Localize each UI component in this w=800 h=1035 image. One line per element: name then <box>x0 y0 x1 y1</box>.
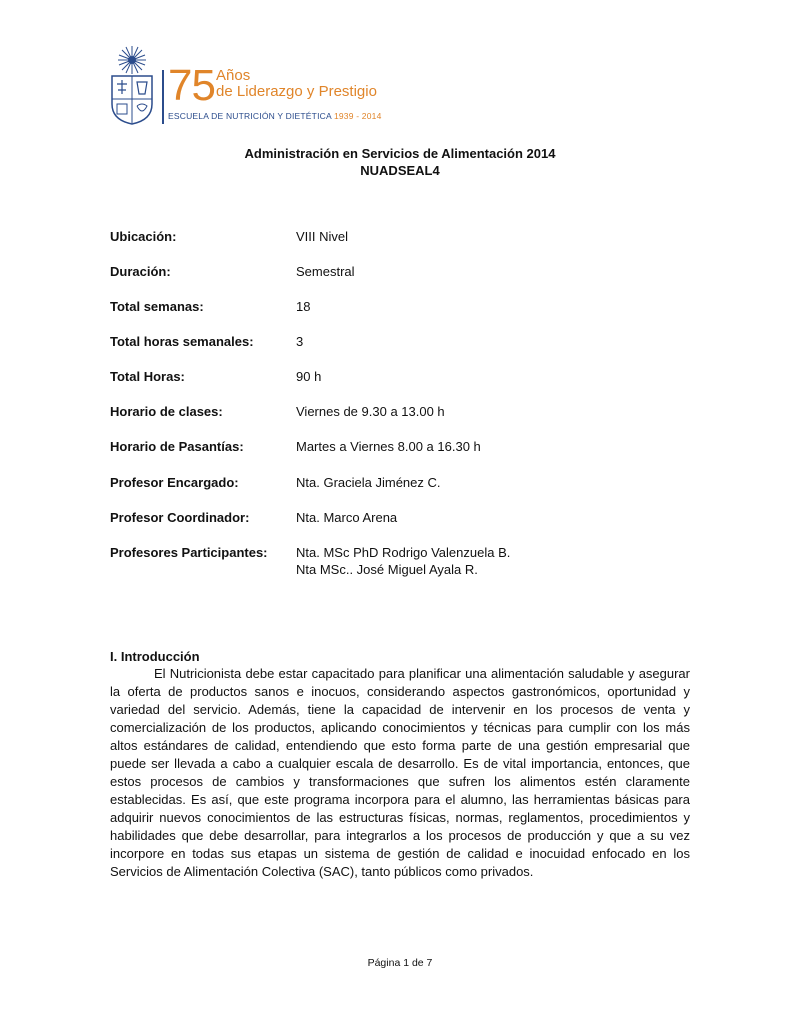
logo-school-text: ESCUELA DE NUTRICIÓN Y DIETÉTICA <box>168 111 332 121</box>
info-label: Profesor Encargado: <box>110 475 239 490</box>
info-label: Total semanas: <box>110 299 204 314</box>
info-label: Horario de clases: <box>110 404 223 419</box>
info-value: 90 h <box>296 369 322 384</box>
info-value: Semestral <box>296 264 355 279</box>
school-logo <box>108 44 382 128</box>
info-label: Ubicación: <box>110 229 177 244</box>
logo-school-name <box>168 111 382 121</box>
info-label: Profesor Coordinador: <box>110 510 250 525</box>
intro-heading: I. Introducción <box>110 649 200 664</box>
info-label: Horario de Pasantías: <box>110 439 244 454</box>
info-value: Nta. MSc PhD Rodrigo Valenzuela B. <box>296 545 511 560</box>
logo-divider <box>162 70 164 124</box>
logo-years: 1939 - 2014 <box>333 111 382 121</box>
info-label: Duración: <box>110 264 171 279</box>
page-number: Página 1 de 7 <box>367 957 433 969</box>
info-value: 3 <box>296 334 304 349</box>
info-value: Martes a Viernes 8.00 a 16.30 h <box>296 439 481 454</box>
info-value: Nta MSc.. José Miguel Ayala R. <box>296 562 478 577</box>
info-label: Profesores Participantes: <box>110 545 268 560</box>
course-title: Administración en Servicios de Alimentación 2014 <box>244 146 556 161</box>
info-value: 18 <box>296 299 311 314</box>
intro-paragraph: El Nutricionista debe estar capacitado para planificar una alimentación saludable y asegurar la oferta de productos sanos e inocuos, considerando aspectos gastronómicos, oportunidad y variedad del servicio. Además, tiene la capacidad de intervenir en los procesos de venta y comercialización de los productos, aplicando conocimientos y técnicas para cumplir con los más altos estándares de calidad, entendiendo que esto forma parte de una gestión empresarial que puede ser llevada a cabo a cualquier escala de desarrollo. Es de vital importancia, entonces, que estos procesos de cambios y transformaciones que sufren los alimentos estén claramente establecidas. Es así, que este programa incorpora para el alumno, las herramientas básicas para adquirir nuevos conocimientos de las estructuras físicas, normas, reglamentos, procedimientos y habilidades que debe desarrollar, para integrarlos a los procesos de producción y que a su vez incorpore en todas sus etapas un sistema de gestión de calidad e inocuidad enfocado en los Servicios de Alimentación Colectiva (SAC), tanto públicos como privados. <box>110 666 690 879</box>
info-value: Nta. Graciela Jiménez C. <box>296 475 441 490</box>
info-label: Total horas semanales: <box>110 334 254 349</box>
info-value: VIII Nivel <box>296 229 349 244</box>
info-value: Viernes de 9.30 a 13.00 h <box>296 404 445 419</box>
logo-tagline: de Liderazgo y Prestigio <box>216 83 377 100</box>
info-label: Total Horas: <box>110 369 185 384</box>
info-value: Nta. Marco Arena <box>296 510 398 525</box>
logo-number: 75 <box>168 61 215 110</box>
logo-anos-text: Años <box>216 67 251 84</box>
course-code: NUADSEAL4 <box>360 163 440 178</box>
university-crest-icon <box>108 44 156 126</box>
